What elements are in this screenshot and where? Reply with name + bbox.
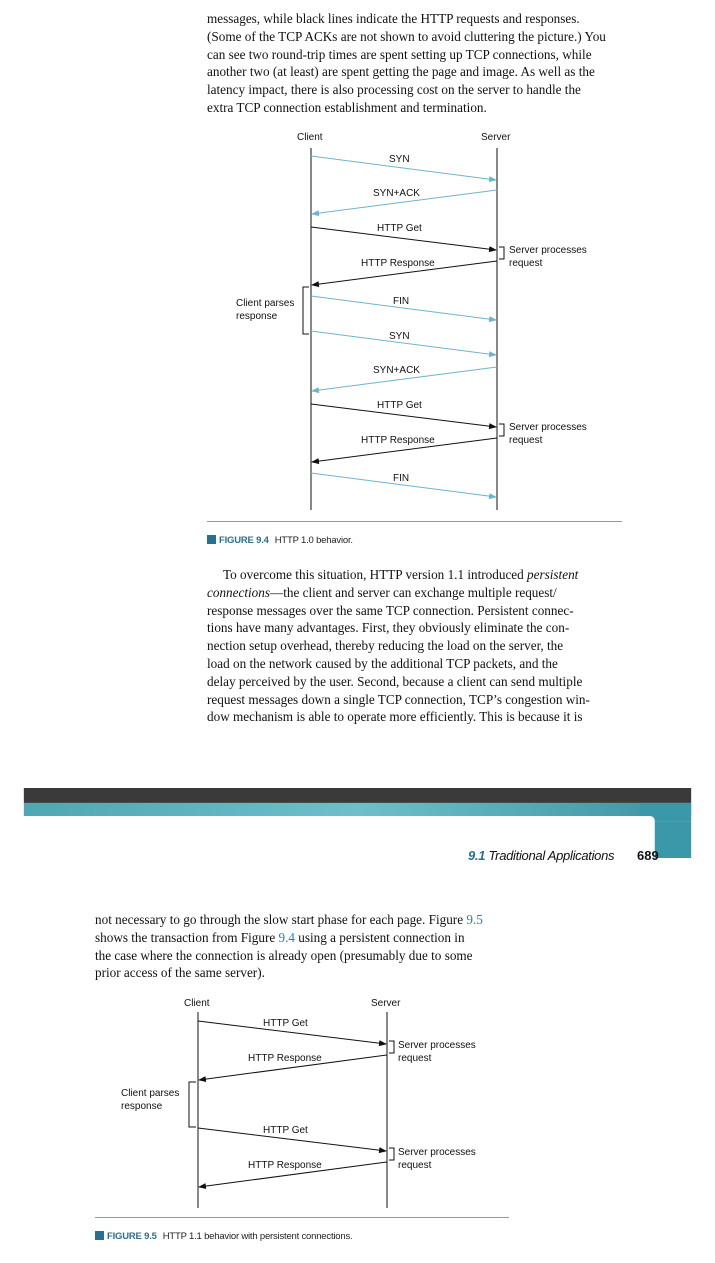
synack-label: SYN+ACK (373, 188, 420, 199)
http-response-label: HTTP Response (361, 258, 435, 269)
http-get-label: HTTP Get (377, 223, 422, 234)
caption-marker (207, 535, 216, 544)
text-line: dow mechanism is able to operate more efficiently. This is because it is (207, 709, 583, 725)
caption-marker (95, 1231, 104, 1240)
emphasis: persistent (527, 567, 579, 582)
server-note: Server processes (398, 1040, 476, 1051)
caption-text: HTTP 1.0 behavior. (274, 535, 353, 546)
figure-reference-link[interactable]: 9.4 (278, 929, 295, 945)
server-processing-bracket (499, 247, 504, 259)
client-parsing-bracket (189, 1082, 196, 1127)
text-line: latency impact, there is also processing cost on the server to handle the (207, 82, 581, 98)
text-line (207, 584, 621, 602)
caption-label: FIGURE 9.5 (107, 1231, 157, 1242)
text-span: shows the transaction from Figure (95, 929, 279, 945)
server-note: Server processes (509, 245, 587, 256)
figure-rule (95, 1217, 509, 1218)
server-note: request (398, 1160, 432, 1171)
text-line: nection setup overhead, thereby reducing the load on the server, the (207, 638, 564, 654)
syn-label: SYN (389, 331, 410, 342)
syn-label: SYN (389, 154, 410, 165)
client-note: Client parses (236, 298, 295, 309)
caption-text: HTTP 1.1 behavior with persistent connections. (162, 1231, 353, 1242)
http-get-label: HTTP Get (263, 1125, 308, 1136)
text-line (207, 566, 621, 584)
text-line: delay perceived by the user. Second, because a client can send multiple (207, 673, 583, 689)
client-label: Client (184, 998, 210, 1009)
http-response-label: HTTP Response (248, 1160, 322, 1171)
http-response-label: HTTP Response (361, 435, 435, 446)
http-response-label: HTTP Response (248, 1053, 322, 1064)
text-line: another two (at least) are spent getting the page and image. As well as the (207, 64, 595, 80)
server-note: request (509, 258, 543, 269)
server-note: request (398, 1053, 432, 1064)
section-number: 9.1 (468, 848, 486, 863)
client-parsing-bracket (303, 287, 309, 334)
client-note: response (121, 1101, 163, 1112)
client-note: Client parses (121, 1088, 180, 1099)
text-line: (Some of the TCP ACKs are not shown to avoid cluttering the picture.) You (207, 28, 606, 44)
synack-label: SYN+ACK (373, 365, 420, 376)
text-line: messages, while black lines indicate the HTTP requests and responses. (207, 11, 580, 26)
page-number: 689 (637, 848, 659, 863)
server-note: request (509, 435, 543, 446)
text-line (95, 911, 509, 929)
server-note: Server processes (398, 1147, 476, 1158)
figure-rule (207, 521, 622, 522)
text-line: request messages down a single TCP connection, TCP’s congestion win- (207, 691, 590, 707)
emphasis: connections (207, 584, 270, 600)
middle-paragraph (207, 566, 621, 726)
section-title: Traditional Applications (488, 848, 615, 863)
bottom-paragraph (95, 911, 509, 982)
figure-9-4-caption (207, 535, 353, 546)
figure-9-4-diagram (0, 0, 715, 560)
server-label: Server (481, 132, 511, 143)
client-note: response (236, 311, 278, 322)
caption-label: FIGURE 9.4 (219, 535, 269, 546)
http-get-label: HTTP Get (263, 1018, 308, 1029)
text-line (95, 929, 509, 947)
server-label: Server (371, 998, 401, 1009)
http-get-label: HTTP Get (377, 400, 422, 411)
text-span: using a persistent connection in (294, 929, 465, 945)
server-processing-bracket (389, 1148, 394, 1160)
figure-reference-link[interactable]: 9.5 (466, 912, 483, 927)
fin-label: FIN (393, 473, 410, 484)
text-line: the case where the connection is already open (presumably due to some (95, 947, 473, 963)
text-line: extra TCP connection establishment and termination. (207, 99, 487, 115)
server-processing-bracket (389, 1041, 394, 1053)
text-line: can see two round-trip times are spent setting up TCP connections, while (207, 46, 592, 62)
text-span: —the client and server can exchange multiple request/ (270, 584, 557, 600)
text-line: tions have many advantages. First, they obviously eliminate the con- (207, 620, 570, 636)
figure-9-5-diagram (0, 990, 715, 1220)
server-note: Server processes (509, 422, 587, 433)
server-processing-bracket (499, 424, 504, 436)
figure-9-5-caption (95, 1231, 352, 1242)
text-span: To overcome this situation, HTTP version 1.1 introduced (223, 567, 528, 582)
fin-label: FIN (393, 296, 410, 307)
text-line: prior access of the same server). (95, 965, 265, 981)
text-line: response messages over the same TCP connection. Persistent connec- (207, 602, 574, 618)
text-span: not necessary to go through the slow start phase for each page. Figure (95, 912, 467, 927)
client-label: Client (297, 132, 323, 143)
running-header-section (468, 848, 614, 863)
text-line: load on the network caused by the additional TCP packets, and the (207, 655, 558, 671)
